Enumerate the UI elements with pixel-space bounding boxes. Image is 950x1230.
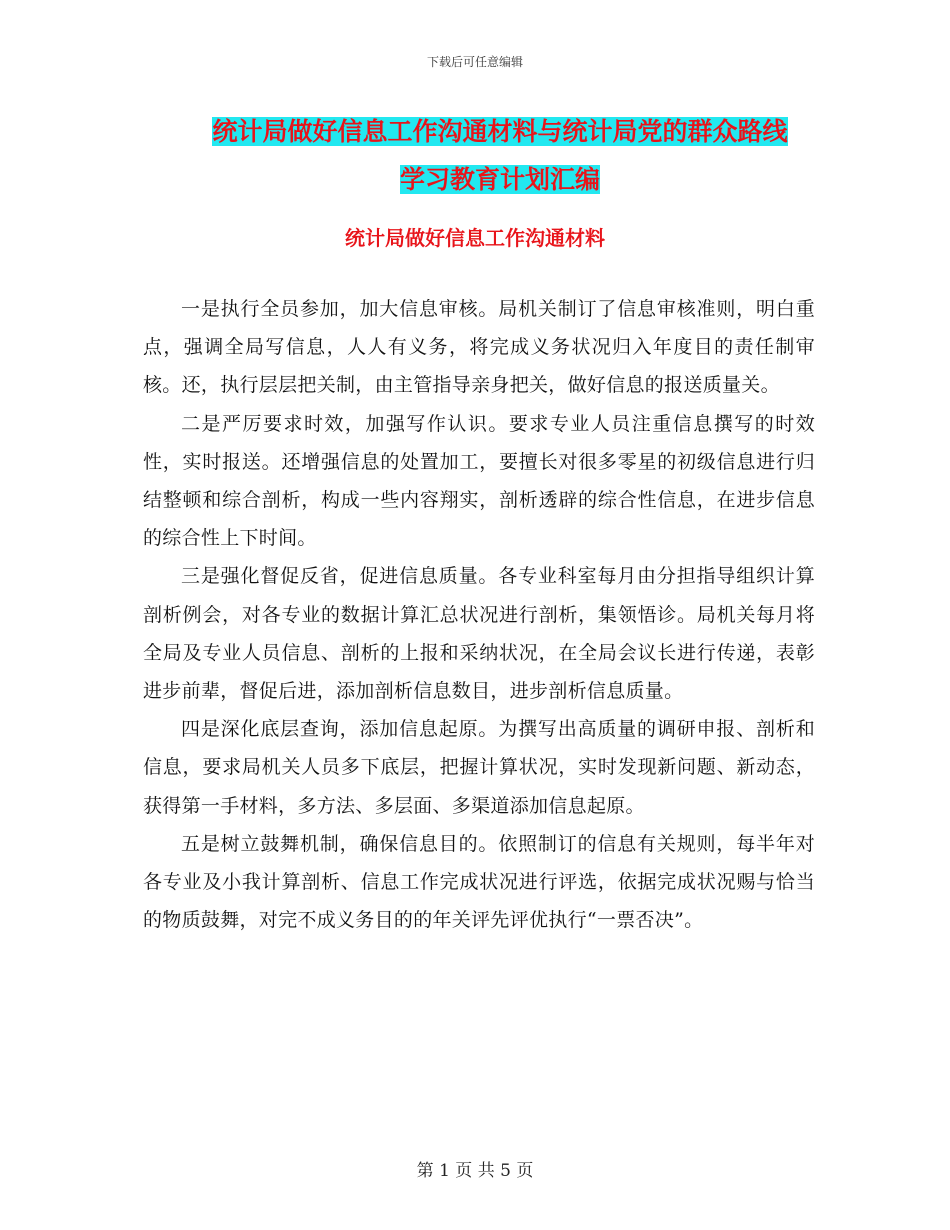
paragraph-5: 五是树立鼓舞机制，确保信息目的。依照制订的信息有关规则，每半年对各专业及小我计算剖析、信息工作完成状况进行评选，依据完成状况赐与恰当的物质鼓舞，对完不成义务目的的年关评先评优执行“一票否决”。 [143, 832, 815, 932]
section-title: 统计局做好信息工作沟通材料 [345, 226, 605, 250]
paragraph-3: 三是强化督促反省，促进信息质量。各专业科室每月由分担指导组织计算剖析例会，对各专业的数据计算汇总状况进行剖析，集领悟诊。局机关每月将全局及专业人员信息、剖析的上报和采纳状况，在全局会议长进行传递，表彰进步前辈，督促后进，添加剖析信息数目，进步剖析信息质量。 [143, 565, 815, 703]
paragraph-1: 一是执行全员参加，加大信息审核。局机关制订了信息审核准则，明白重点，强调全局写信息，人人有义务，将完成义务状况归入年度目的责任制审核。还，执行层层把关制，由主管指导亲身把关，做好信息的报送质量关。 [143, 298, 815, 397]
body-text [143, 290, 815, 939]
document-title-line-2: 学习教育计划汇编 [399, 165, 600, 194]
paragraph-2: 二是严厉要求时效，加强写作认识。要求专业人员注重信息撰写的时效性，实时报送。还增强信息的处置加工，要擅长对很多零星的初级信息进行归结整顿和综合剖析，构成一些内容翔实，剖析透辟的综合性信息，在进步信息的综合性上下时间。 [143, 412, 815, 550]
document-title [150, 108, 850, 204]
page-number-footer: 第 1 页 共 5 页 [416, 1161, 534, 1181]
header-note: 下载后可任意编辑 [426, 55, 523, 69]
paragraph-4: 四是深化底层查询，添加信息起原。为撰写出高质量的调研申报、剖析和信息，要求局机关人员多下底层，把握计算状况，实时发现新问题、新动态，获得第一手材料，多方法、多层面、多渠道添加信息起原。 [143, 718, 815, 817]
document-title-line-1: 统计局做好信息工作沟通材料与统计局党的群众路线 [212, 117, 788, 146]
